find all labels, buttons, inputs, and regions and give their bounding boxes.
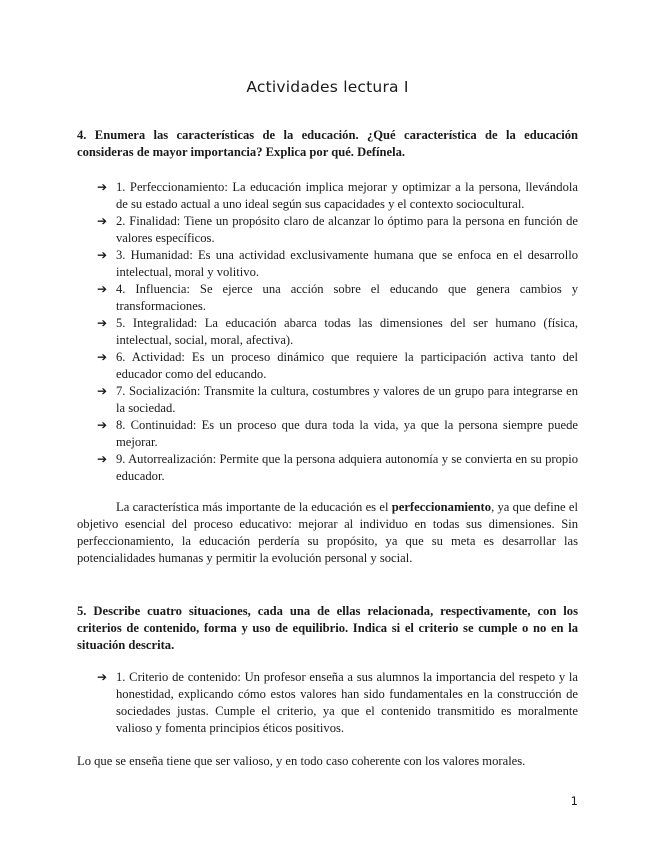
list-item bbox=[97, 669, 578, 737]
list-item bbox=[97, 247, 578, 281]
list-item bbox=[97, 281, 578, 315]
list-item-text: 6. Actividad: Es un proceso dinámico que requiere la participación activa tanto del educador como del educando. bbox=[116, 350, 578, 381]
arrow-icon: ➔ bbox=[97, 248, 108, 262]
list-item-text: 5. Integralidad: La educación abarca todas las dimensiones del ser humano (física, intelectual, social, moral, afectiva). bbox=[116, 316, 578, 347]
list-item bbox=[97, 349, 578, 383]
list-item bbox=[97, 179, 578, 213]
question-4: 4. Enumera las características de la educación. ¿Qué característica de la educación consideras de mayor importancia? Explica por qué. Defínela. bbox=[77, 128, 578, 159]
characteristics-list bbox=[97, 179, 578, 485]
list-item-text: 7. Socialización: Transmite la cultura, costumbres y valores de un grupo para integrarse en la sociedad. bbox=[116, 384, 578, 415]
list-item-text: 1. Perfeccionamiento: La educación implica mejorar y optimizar a la persona, llevándola de su estado actual a uno ideal según sus capacidades y el contexto sociocultural. bbox=[116, 180, 578, 211]
list-item bbox=[97, 417, 578, 451]
list-item-text: 2. Finalidad: Tiene un propósito claro de alcanzar lo óptimo para la persona en función de valores específicos. bbox=[116, 214, 578, 245]
arrow-icon: ➔ bbox=[97, 180, 108, 194]
question-5: 5. Describe cuatro situaciones, cada una de ellas relacionada, respectivamente, con los criterios de contenido, forma y uso de equilibrio. Indica si el criterio se cumple o no en la situación descrita. bbox=[77, 604, 578, 652]
arrow-icon: ➔ bbox=[97, 384, 108, 398]
list-item-text: 9. Autorrealización: Permite que la persona adquiera autonomía y se convierta en su propio educador. bbox=[116, 452, 578, 483]
answer-text-end: , ya que define el objetivo esencial del proceso educativo: mejorar al individuo en todas sus dimensiones. Sin perfeccionamiento, la educación perdería su propósito, ya que su meta es desarrollar las potencialidades humanas y permitir la evolución personal y social. bbox=[77, 500, 578, 565]
note-paragraph: Lo que se enseña tiene que ser valioso, y en todo caso coherente con los valores morales. bbox=[77, 754, 526, 768]
page-number: 1 bbox=[570, 794, 578, 808]
arrow-icon: ➔ bbox=[97, 316, 108, 330]
arrow-icon: ➔ bbox=[97, 418, 108, 432]
list-item bbox=[97, 451, 578, 485]
list-item-text: 3. Humanidad: Es una actividad exclusivamente humana que se enfoca en el desarrollo intelectual, moral y volitivo. bbox=[116, 248, 578, 279]
answer-paragraph bbox=[77, 499, 578, 567]
answer-highlight: perfeccionamiento bbox=[391, 500, 492, 514]
list-item-text: 1. Criterio de contenido: Un profesor enseña a sus alumnos la importancia del respeto y la honestidad, explicando cómo estos valores han sido fundamentales en la construcción de sociedades justas. Cumple el criterio, ya que el contenido transmitido es moralmente valioso y fomenta principios éticos positivos. bbox=[116, 670, 578, 735]
list-item bbox=[97, 213, 578, 247]
arrow-icon: ➔ bbox=[97, 670, 108, 684]
list-item-text: 4. Influencia: Se ejerce una acción sobre el educando que genera cambios y transformaciones. bbox=[116, 282, 578, 313]
document-title: Actividades lectura I bbox=[246, 78, 409, 96]
list-item bbox=[97, 383, 578, 417]
arrow-icon: ➔ bbox=[97, 350, 108, 364]
situations-list bbox=[97, 669, 578, 737]
list-item bbox=[97, 315, 578, 349]
list-item-text: 8. Continuidad: Es un proceso que dura toda la vida, ya que la persona siempre puede mejorar. bbox=[116, 418, 578, 449]
arrow-icon: ➔ bbox=[97, 282, 108, 296]
arrow-icon: ➔ bbox=[97, 214, 108, 228]
answer-text-start: La característica más importante de la educación es el bbox=[116, 500, 392, 514]
arrow-icon: ➔ bbox=[97, 452, 108, 466]
